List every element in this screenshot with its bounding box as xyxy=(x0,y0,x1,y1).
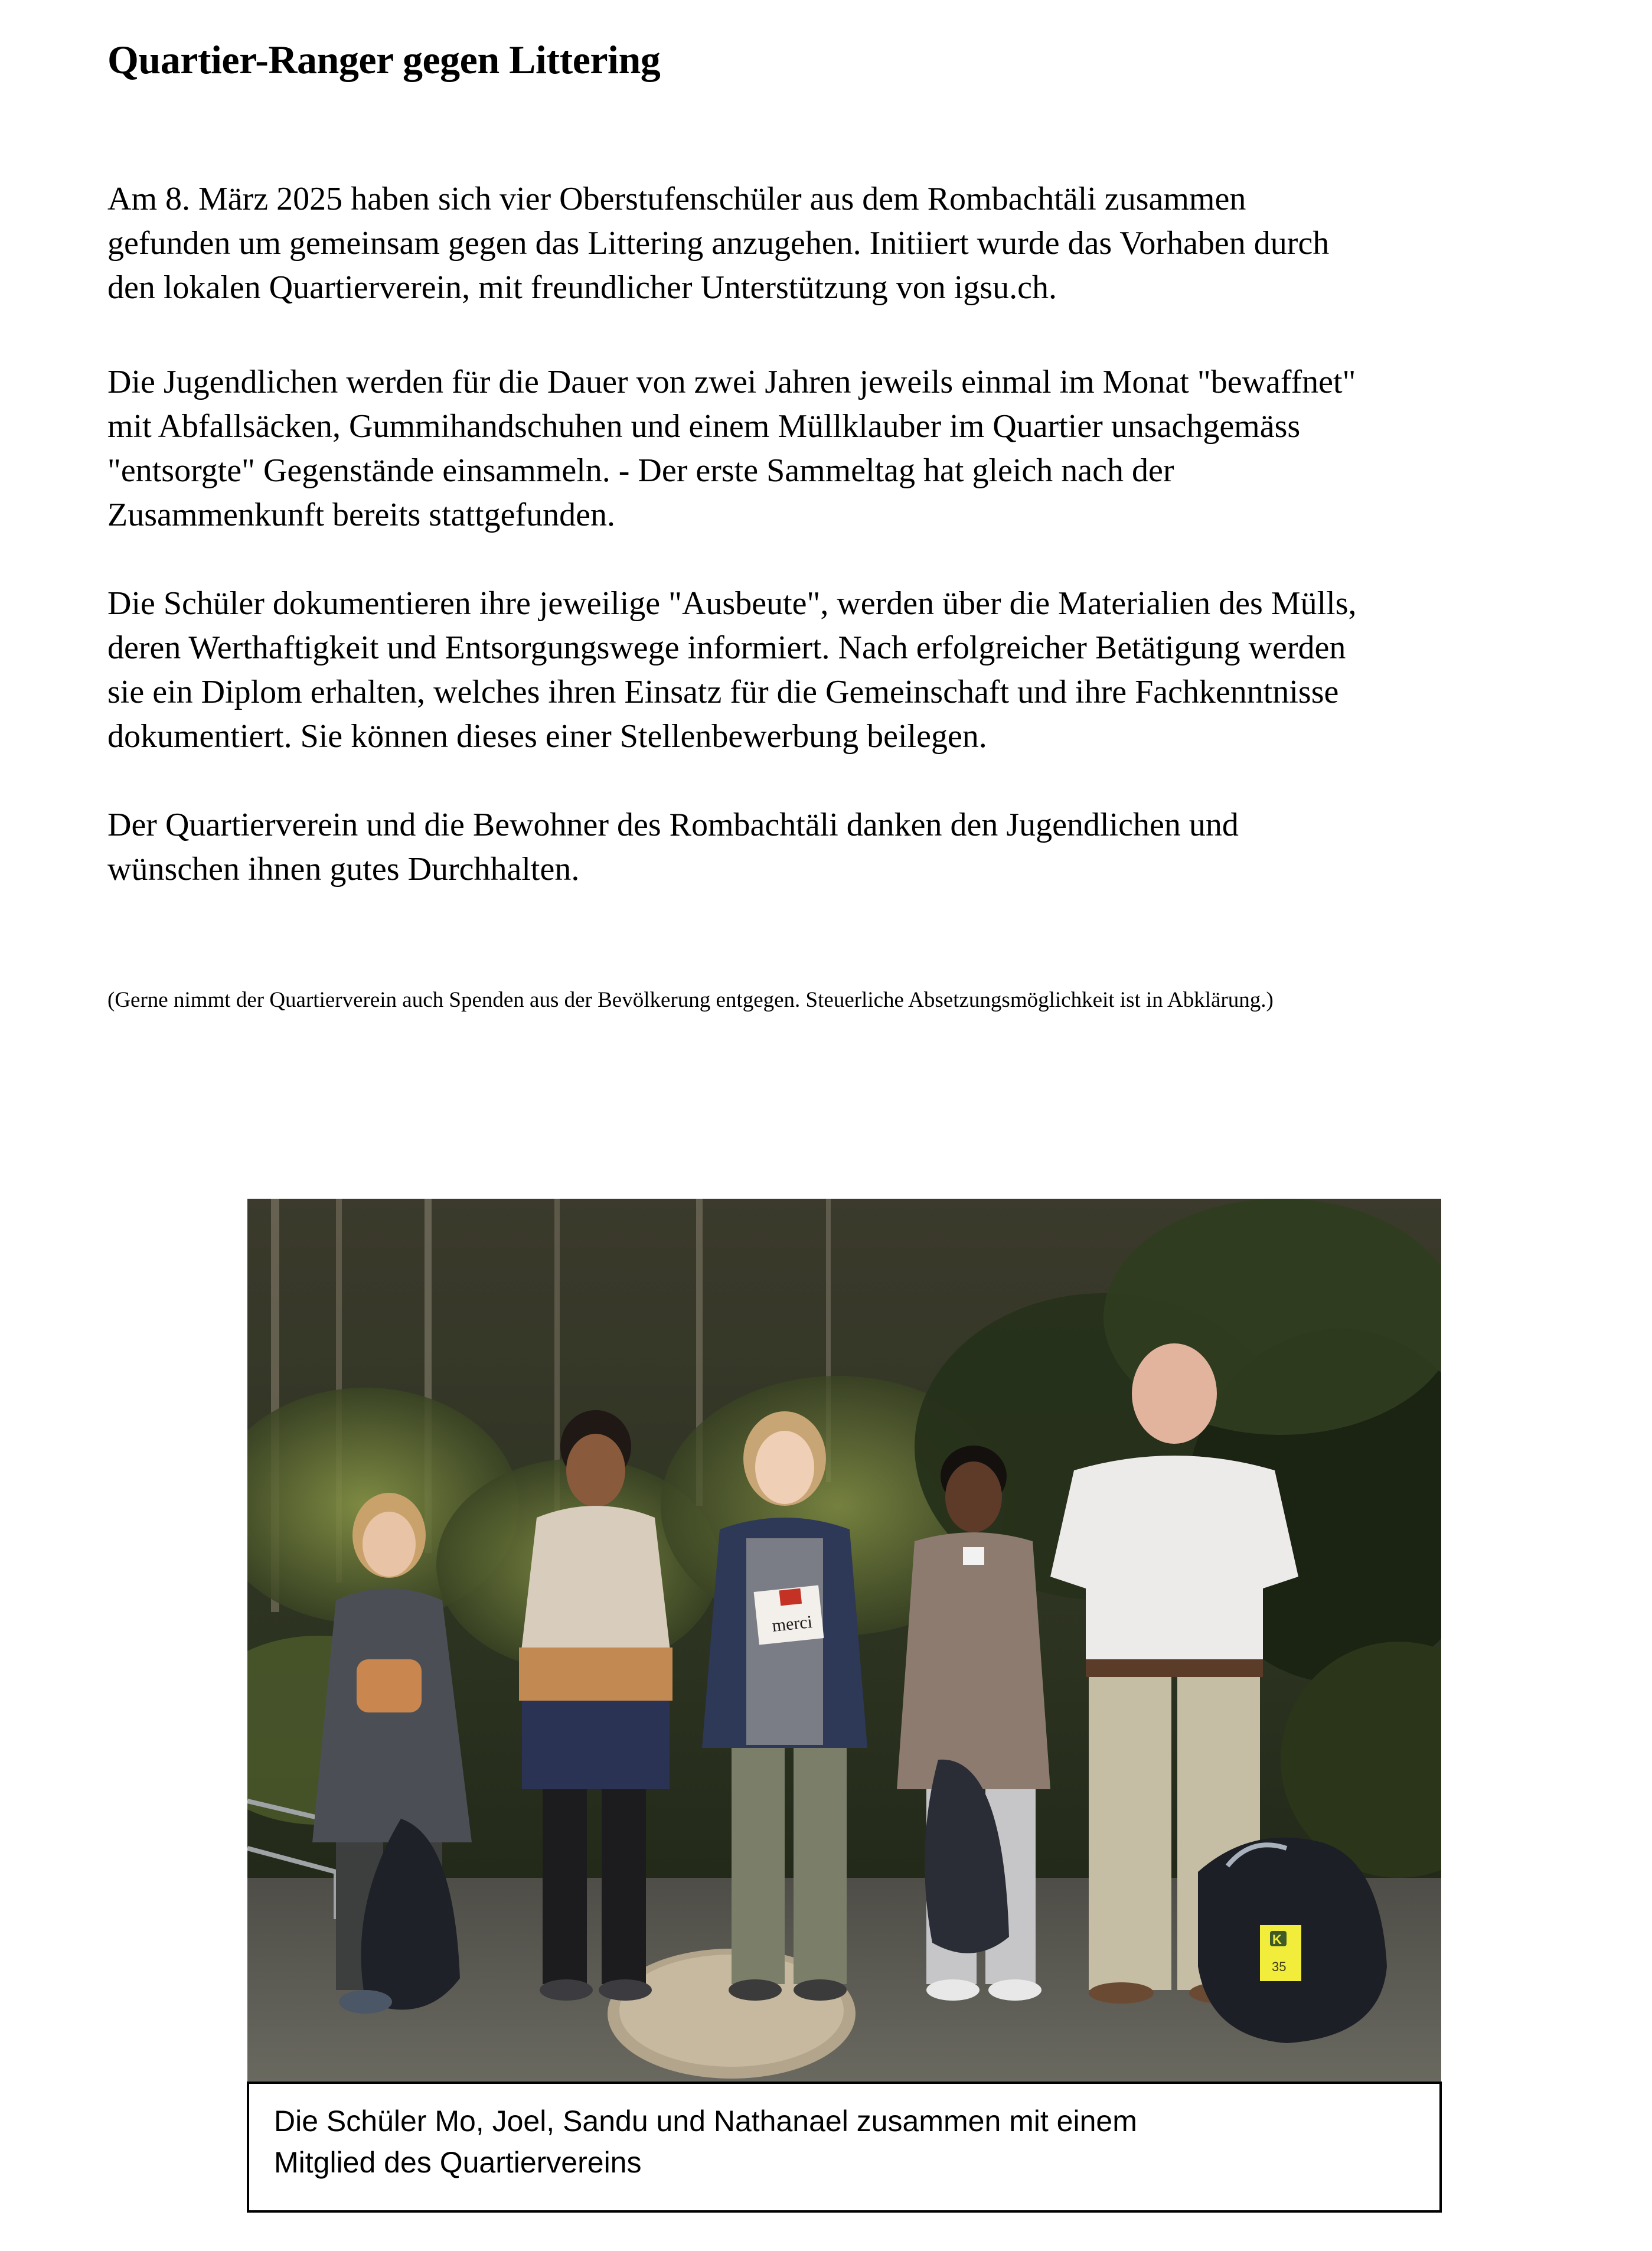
merci-box xyxy=(754,1585,824,1645)
caption-line: Die Schüler Mo, Joel, Sandu und Nathanael zusammen mit einem xyxy=(274,2105,1137,2138)
paragraph-line: Zusammenkunft bereits stattgefunden. xyxy=(107,497,615,533)
paragraph-activities xyxy=(107,360,1619,537)
paragraph-line: dokumentiert. Sie können dieses einer Stellenbewerbung beilegen. xyxy=(107,718,987,755)
paragraph-documentation xyxy=(107,582,1619,759)
paragraph-line: den lokalen Quartierverein, mit freundlicher Unterstützung von igsu.ch. xyxy=(107,269,1057,306)
article-title: Quartier-Ranger gegen Littering xyxy=(107,37,661,82)
paragraph-line: Die Schüler dokumentieren ihre jeweilige "Ausbeute", werden über die Materialien des Mülls, xyxy=(107,585,1357,622)
paragraph-line: Der Quartierverein und die Bewohner des Rombachtäli danken den Jugendlichen und xyxy=(107,807,1239,843)
bag-tag-letter: K xyxy=(1272,1932,1282,1947)
caption-line: Mitglied des Quartiervereins xyxy=(274,2146,642,2179)
paragraph-intro xyxy=(107,177,1619,310)
donation-footnote: (Gerne nimmt der Quartierverein auch Spenden aus der Bevölkerung entgegen. Steuerliche Absetzungsmöglichkeit ist in Abklärung.) xyxy=(107,988,1274,1012)
paragraph-line: sie ein Diplom erhalten, welches ihren Einsatz für die Gemeinschaft und ihre Fachkenntnisse xyxy=(107,674,1339,710)
garbage-bag xyxy=(1198,1838,1387,2043)
paragraph-line: "entsorgte" Gegenstände einsammeln. - Der erste Sammeltag hat gleich nach der xyxy=(107,452,1174,489)
paragraph-line: wünschen ihnen gutes Durchhalten. xyxy=(107,851,580,888)
bag-tag-number: 35 xyxy=(1272,1959,1287,1974)
paragraph-line: Die Jugendlichen werden für die Dauer von zwei Jahren jeweils einmal im Monat "bewaffnet" xyxy=(107,364,1356,400)
group-photo xyxy=(247,1199,1441,2083)
photo-caption xyxy=(274,2100,1137,2183)
paragraph-line: gefunden um gemeinsam gegen das Littering anzugehen. Initiiert wurde das Vorhaben durch xyxy=(107,225,1330,262)
paragraph-thanks xyxy=(107,803,1619,892)
paragraph-line: mit Abfallsäcken, Gummihandschuhen und einem Müllklauber im Quartier unsachgemäss xyxy=(107,408,1301,445)
merci-label: merci xyxy=(771,1612,814,1636)
paragraph-line: Am 8. März 2025 haben sich vier Oberstufenschüler aus dem Rombachtäli zusammen xyxy=(107,181,1246,217)
paragraph-line: deren Werthaftigkeit und Entsorgungswege informiert. Nach erfolgreicher Betätigung werden xyxy=(107,629,1346,666)
photo-caption-box xyxy=(247,2082,1442,2213)
